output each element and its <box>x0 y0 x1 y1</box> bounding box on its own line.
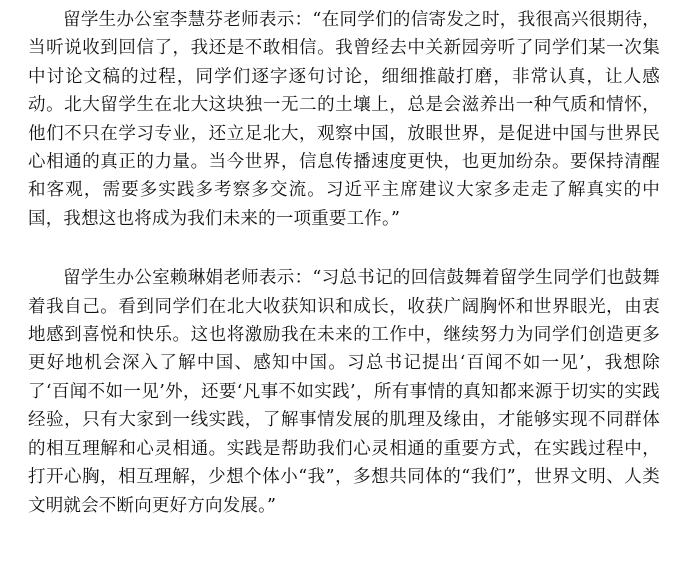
article-body <box>28 6 660 520</box>
paragraph-lai-linjuan-quote: 留学生办公室赖琳娟老师表示：“习总书记的回信鼓舞着留学生同学们也鼓舞着我自己。看到同学们在北大收获知识和成长，收获广阔胸怀和世界眼光，由衷地感到喜悦和快乐。这也将激励我在未来的工作中，继续努力为同学们创造更多更好地机会深入了解中国、感知中国。习总书记提出‘百闻不如一见’，我想除了‘百闻不如一见’外，还要‘凡事不如实践’，所有事情的真知都来源于切实的实践经验，只有大家到一线实践，了解事情发展的肌理及缘由，才能够实现不同群体的相互理解和心灵相通。实践是帮助我们心灵相通的重要方式，在实践过程中，打开心胸，相互理解，少想个体小“我”，多想共同体的“我们”，世界文明、人类文明就会不断向更好方向发展。” <box>28 268 660 516</box>
paragraph-li-huifen-quote: 留学生办公室李慧芬老师表示：“在同学们的信寄发之时，我很高兴很期待，当听说收到回信了，我还是不敢相信。我曾经去中关新园旁听了同学们某一次集中讨论文稿的过程，同学们逐字逐句讨论，细细推敲打磨，非常认真，让人感动。北大留学生在北大这块独一无二的土壤上，总是会滋养出一种气质和情怀，他们不只在学习专业，还立足北大，观察中国，放眼世界，是促进中国与世界民心相通的真正的力量。当今世界，信息传播速度更快，也更加纷杂。要保持清醒和客观，需要多实践多考察多交流。习近平主席建议大家多走走了解真实的中国，我想这也将成为我们未来的一项重要工作。” <box>28 10 660 229</box>
